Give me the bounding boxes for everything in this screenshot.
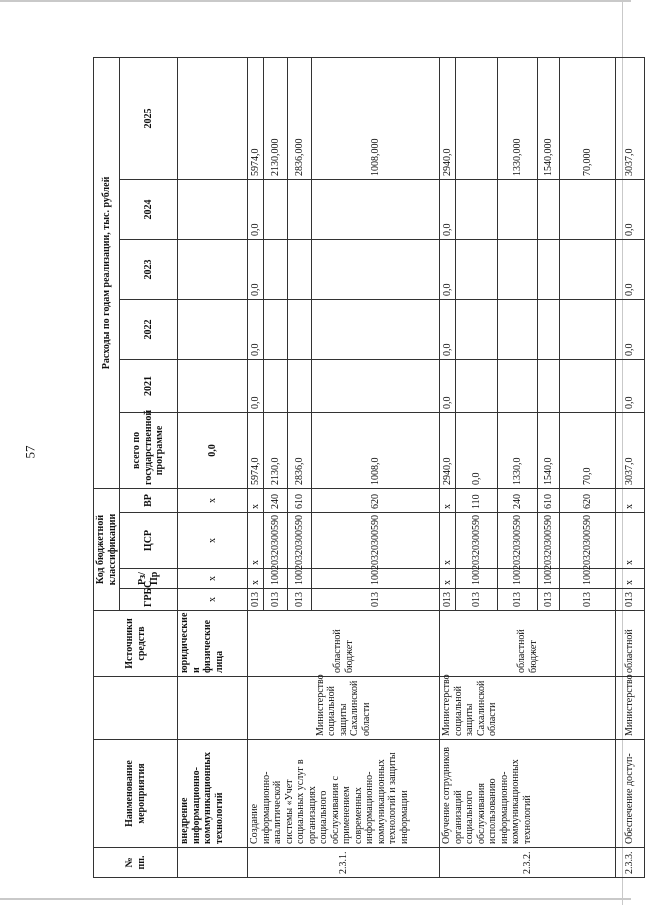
header-budget-code: Код бюджетной классификации <box>94 488 120 610</box>
cell-2023 <box>498 239 538 299</box>
cell-2024 <box>498 179 538 239</box>
cell-csr: 0320300590 <box>498 513 538 569</box>
row-num <box>178 848 248 878</box>
row-name: Создание информационно-аналитической системы «Учет социальных услуг в организациях социального обслуживания с применением современных информационно-коммуникационных технологий и защиты информации <box>248 740 440 848</box>
cell-total: 0,0 <box>456 412 498 488</box>
cell-rzpr: 1002 <box>456 569 498 589</box>
cell-csr: 0320300590 <box>560 513 616 569</box>
cell-rzpr: х <box>440 569 456 589</box>
cell-2021 <box>178 359 248 412</box>
row-name: Обучение сотрудников организаций социального обслуживания использованию информационно-коммуникационных технологий <box>440 740 616 848</box>
header-year-2022: 2022 <box>120 299 178 359</box>
cell-rzpr: 1002 <box>312 569 440 589</box>
header-year-2025: 2025 <box>120 57 178 179</box>
cell-2021: 0,0 <box>248 359 264 412</box>
cell-vr: 240 <box>264 488 288 512</box>
cell-csr: 0320300590 <box>264 513 288 569</box>
cell-csr: 0320300590 <box>456 513 498 569</box>
cell-csr: х <box>248 513 264 569</box>
cell-grbs: 013 <box>616 589 645 611</box>
cell-2024 <box>456 179 498 239</box>
cell-2023: 0,0 <box>616 239 645 299</box>
cell-2021: 0,0 <box>440 359 456 412</box>
cell-grbs: 013 <box>312 589 440 611</box>
row-num: 2.3.1. <box>248 848 440 878</box>
header-source: Источники средств <box>94 611 178 677</box>
cell-2023 <box>312 239 440 299</box>
cell-2025 <box>178 57 248 179</box>
header-executor <box>94 677 178 740</box>
table-row <box>248 57 264 877</box>
cell-2025: 5974,0 <box>248 57 264 179</box>
cell-vr: 620 <box>560 488 616 512</box>
cell-2023 <box>288 239 312 299</box>
row-source: юридические и физические лица <box>178 611 248 677</box>
cell-rzpr: 1002 <box>560 569 616 589</box>
cell-vr: 610 <box>288 488 312 512</box>
cell-2021 <box>498 359 538 412</box>
cell-grbs: 013 <box>560 589 616 611</box>
row-executor: Министерство <box>616 677 645 740</box>
cell-vr: х <box>248 488 264 512</box>
table-row <box>178 57 248 877</box>
cell-2022 <box>560 299 616 359</box>
cell-rzpr: 1002 <box>264 569 288 589</box>
cell-total: 1540,0 <box>538 412 560 488</box>
cell-grbs: 013 <box>264 589 288 611</box>
cell-grbs: 013 <box>456 589 498 611</box>
cell-total: 1330,0 <box>498 412 538 488</box>
cell-vr: 240 <box>498 488 538 512</box>
row-source: областной бюджет <box>440 611 616 677</box>
cell-2023 <box>178 239 248 299</box>
cell-csr: 0320300590 <box>288 513 312 569</box>
cell-grbs: 013 <box>288 589 312 611</box>
header-vr: ВР <box>120 488 178 512</box>
cell-total: 1008,0 <box>312 412 440 488</box>
row-num: 2.3.3. <box>616 848 645 878</box>
cell-2023: 0,0 <box>440 239 456 299</box>
cell-rzpr: 1002 <box>538 569 560 589</box>
cell-2024: 0,0 <box>440 179 456 239</box>
cell-rzpr: х <box>178 569 248 589</box>
cell-total: 2940,0 <box>440 412 456 488</box>
cell-2025: 3037,0 <box>616 57 645 179</box>
header-num: № пп. <box>94 848 178 878</box>
cell-2024 <box>312 179 440 239</box>
cell-grbs: 013 <box>498 589 538 611</box>
row-executor: Министерство социальной защиты Сахалинской области <box>440 677 616 740</box>
header-name: Наименование мероприятия <box>94 740 178 848</box>
row-source: областной бюджет <box>248 611 440 677</box>
header-year-2021: 2021 <box>120 359 178 412</box>
cell-2021 <box>264 359 288 412</box>
header-rzpr: Рз/Пр <box>120 569 178 589</box>
cell-2022 <box>498 299 538 359</box>
cell-2022 <box>264 299 288 359</box>
cell-2024 <box>178 179 248 239</box>
row-name: Обеспечение доступ- <box>616 740 645 848</box>
row-executor <box>178 677 248 740</box>
cell-rzpr: х <box>616 569 645 589</box>
header-year-2023: 2023 <box>120 239 178 299</box>
cell-2024 <box>264 179 288 239</box>
cell-total: 3037,0 <box>616 412 645 488</box>
cell-2022 <box>538 299 560 359</box>
cell-2021 <box>456 359 498 412</box>
cell-vr: 110 <box>456 488 498 512</box>
cell-2025 <box>456 57 498 179</box>
cell-2024 <box>288 179 312 239</box>
cell-2024: 0,0 <box>616 179 645 239</box>
cell-2025: 70,000 <box>560 57 616 179</box>
cell-csr: 0320300590 <box>312 513 440 569</box>
cell-2022: 0,0 <box>616 299 645 359</box>
header-year-2024: 2024 <box>120 179 178 239</box>
row-num: 2.3.2. <box>440 848 616 878</box>
table-row <box>616 57 645 877</box>
cell-grbs: 013 <box>248 589 264 611</box>
cell-2025: 2836,000 <box>288 57 312 179</box>
page-number: 57 <box>22 445 38 459</box>
header-expenses: Расходы по годам реализации, тыс. рублей <box>94 57 120 488</box>
cell-2021 <box>312 359 440 412</box>
cell-2021 <box>560 359 616 412</box>
cell-2024 <box>560 179 616 239</box>
table-row <box>440 57 456 877</box>
cell-2023 <box>264 239 288 299</box>
cell-vr: х <box>178 488 248 512</box>
cell-2022: 0,0 <box>248 299 264 359</box>
cell-total: 2836,0 <box>288 412 312 488</box>
cell-2025: 1330,000 <box>498 57 538 179</box>
cell-2025: 2130,000 <box>264 57 288 179</box>
row-source: областной <box>616 611 645 677</box>
cell-csr: х <box>440 513 456 569</box>
cell-2022 <box>456 299 498 359</box>
cell-2023: 0,0 <box>248 239 264 299</box>
cell-2025: 1540,000 <box>538 57 560 179</box>
cell-2025: 2940,0 <box>440 57 456 179</box>
cell-csr: х <box>178 513 248 569</box>
header-total: всего по государственной программе <box>120 412 178 488</box>
cell-2023 <box>538 239 560 299</box>
cell-2022 <box>178 299 248 359</box>
cell-vr: х <box>440 488 456 512</box>
cell-grbs: х <box>178 589 248 611</box>
cell-2023 <box>456 239 498 299</box>
cell-vr: 620 <box>312 488 440 512</box>
row-executor: Министерство социальной защиты Сахалинской области <box>248 677 440 740</box>
cell-total: 0,0 <box>178 412 248 488</box>
cell-2021 <box>538 359 560 412</box>
cell-rzpr: 1002 <box>498 569 538 589</box>
header-csr: ЦСР <box>120 513 178 569</box>
cell-rzpr: х <box>248 569 264 589</box>
cell-2022 <box>288 299 312 359</box>
cell-grbs: 013 <box>440 589 456 611</box>
cell-2022 <box>312 299 440 359</box>
cell-2023 <box>560 239 616 299</box>
cell-rzpr: 1002 <box>288 569 312 589</box>
row-name: внедрение информационно-коммуникационных технологий <box>178 740 248 848</box>
cell-2022: 0,0 <box>440 299 456 359</box>
budget-table <box>93 57 645 878</box>
cell-csr: х <box>616 513 645 569</box>
cell-2024 <box>538 179 560 239</box>
cell-vr: 610 <box>538 488 560 512</box>
header-grbs: ГРБС <box>120 589 178 611</box>
budget-table-container <box>93 58 638 878</box>
cell-2024: 0,0 <box>248 179 264 239</box>
cell-total: 5974,0 <box>248 412 264 488</box>
cell-total: 70,0 <box>560 412 616 488</box>
cell-total: 2130,0 <box>264 412 288 488</box>
cell-2021: 0,0 <box>616 359 645 412</box>
cell-vr: х <box>616 488 645 512</box>
cell-csr: 0320300590 <box>538 513 560 569</box>
cell-2025: 1008,000 <box>312 57 440 179</box>
cell-2021 <box>288 359 312 412</box>
cell-grbs: 013 <box>538 589 560 611</box>
